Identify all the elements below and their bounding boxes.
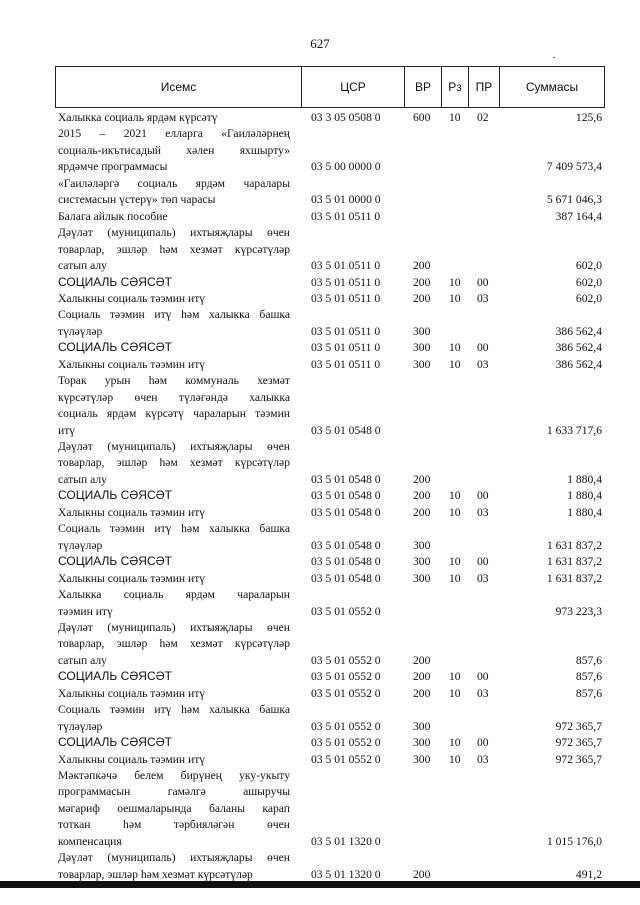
table-line <box>58 488 603 503</box>
table-line <box>58 258 603 273</box>
csr-cell: 03 5 01 0511 0 <box>311 357 381 371</box>
sum-cell: 387 164,4 <box>555 209 602 223</box>
header-pr: ПР <box>475 80 493 94</box>
name-cell: түләүләр <box>58 538 103 552</box>
header-name: Исемс <box>160 80 197 94</box>
sum-cell: 1 633 717,6 <box>546 423 602 437</box>
name-cell: ярдәмче программасы <box>58 160 168 174</box>
table-line <box>58 801 603 816</box>
csr-cell: 03 5 00 0000 0 <box>311 160 381 174</box>
name-cell: сатып алу <box>58 259 107 273</box>
vr-cell: 200 <box>413 653 431 667</box>
name-cell: СОЦИАЛЬ СӘЯСӘТ <box>58 554 172 569</box>
pr-cell: 03 <box>477 752 489 766</box>
table-line <box>58 307 603 322</box>
pr-cell: 02 <box>477 111 489 124</box>
name-cell: Торак урын һәм коммуналь хезмәт <box>58 374 290 388</box>
name-cell: Халыкка социаль ярдәм күрсәтү <box>58 111 218 124</box>
name-cell: Халыкны социаль тәэмин итү <box>58 571 206 585</box>
name-cell: 2015 – 2021 елларга «Гаиләләрнең <box>58 127 290 141</box>
table-line <box>58 242 603 257</box>
name-cell: СОЦИАЛЬ СӘЯСӘТ <box>58 274 172 289</box>
sum-cell: 602,0 <box>575 259 602 273</box>
csr-cell: 03 5 01 0548 0 <box>311 538 381 552</box>
sum-cell: 386 562,4 <box>555 341 602 355</box>
name-cell: Халыкны социаль тәэмин итү <box>58 505 206 519</box>
scan-speck <box>553 57 555 58</box>
pr-cell: 00 <box>477 670 489 684</box>
name-cell: товарлар, эшләр һәм хезмәт күрсәтүләр <box>58 242 290 256</box>
vr-cell: 200 <box>413 259 431 273</box>
table-line <box>58 620 603 635</box>
csr-cell: 03 5 01 1320 0 <box>311 834 381 848</box>
name-cell: СОЦИАЛЬ СӘЯСӘТ <box>58 488 172 503</box>
table-line <box>58 390 603 405</box>
table-line <box>58 604 603 619</box>
sum-cell: 7 409 573,4 <box>546 160 602 174</box>
table-line <box>58 340 603 355</box>
rz-cell: 10 <box>449 752 461 766</box>
table-line <box>58 752 603 767</box>
name-cell: күрсәтүләр өчен түләгәндә халыкка <box>58 390 290 404</box>
name-cell: системасын үстерү» төп чарасы <box>58 193 216 207</box>
table-line <box>58 324 603 339</box>
name-cell: СОЦИАЛЬ СӘЯСӘТ <box>58 735 172 750</box>
table-line <box>58 669 603 684</box>
vr-cell: 200 <box>413 489 431 503</box>
rz-cell: 10 <box>449 489 461 503</box>
table-line <box>58 571 603 586</box>
pr-cell: 03 <box>477 291 489 305</box>
name-cell: Дәүләт (муниципаль) ихтыяҗлары өчен <box>58 851 290 865</box>
table-line <box>58 505 603 520</box>
sum-cell: 1 631 837,2 <box>546 555 602 569</box>
name-cell: Дәүләт (муниципаль) ихтыяҗлары өчен <box>58 440 290 453</box>
table-line <box>58 275 603 290</box>
name-cell: «Гаиләләргә социаль ярдәм чаралары <box>58 176 290 190</box>
table-line <box>58 653 603 668</box>
sum-cell: 125,6 <box>575 111 602 124</box>
csr-cell: 03 5 01 0511 0 <box>311 259 381 273</box>
name-cell: түләүләр <box>58 719 103 733</box>
name-cell: мәгариф оешмаларында баланы карап <box>58 801 290 815</box>
pr-cell: 03 <box>477 686 489 700</box>
pr-cell: 03 <box>477 505 489 519</box>
name-cell: тоткан һәм тәрбияләгән өчен <box>58 818 290 832</box>
rz-cell: 10 <box>449 736 461 750</box>
csr-cell: 03 5 01 0552 0 <box>311 736 381 750</box>
header-sum: Суммасы <box>525 80 579 94</box>
name-cell: компенсация <box>58 834 122 848</box>
table-line <box>58 225 603 240</box>
name-cell: СОЦИАЛЬ СӘЯСӘТ <box>58 340 172 355</box>
sum-cell: 1 880,4 <box>567 472 602 486</box>
header-rz: Рз <box>448 80 462 94</box>
sum-cell: 602,0 <box>575 291 602 305</box>
scan-edge-bar <box>0 881 640 888</box>
pr-cell: 00 <box>477 489 489 503</box>
csr-cell: 03 5 01 0511 0 <box>311 209 381 223</box>
vr-cell: 300 <box>413 357 431 371</box>
name-cell: Халыкны социаль тәэмин итү <box>58 357 206 371</box>
csr-cell: 03 5 01 0552 0 <box>311 752 381 766</box>
name-cell: Халыкны социаль тәэмин итү <box>58 752 206 766</box>
vr-cell: 200 <box>413 275 431 289</box>
table-line <box>58 834 603 849</box>
csr-cell: 03 5 01 0548 0 <box>311 505 381 519</box>
name-cell: социаль ярдәм күрсәтү чараларын тәэмин <box>58 407 290 421</box>
sum-cell: 1 015 176,0 <box>546 834 602 848</box>
table-line <box>58 817 603 832</box>
vr-cell: 300 <box>413 752 431 766</box>
pr-cell: 00 <box>477 555 489 569</box>
table-line <box>58 521 603 536</box>
sum-cell: 857,6 <box>575 686 602 700</box>
header-csr: ЦСР <box>340 80 366 94</box>
table-line <box>58 686 603 701</box>
name-cell: Социаль тәэмин итү һәм халыкка башка <box>58 308 290 322</box>
table-line <box>58 192 603 207</box>
rz-cell: 10 <box>449 341 461 355</box>
csr-cell: 03 5 01 0552 0 <box>311 670 381 684</box>
csr-cell: 03 5 01 0511 0 <box>311 341 381 355</box>
name-cell: программасын гамәлгә ашыручы <box>58 785 290 799</box>
vr-cell: 200 <box>413 291 431 305</box>
pr-cell: 03 <box>477 571 489 585</box>
sum-cell: 1 631 837,2 <box>546 538 602 552</box>
csr-cell: 03 5 01 0552 0 <box>311 719 381 733</box>
table-line <box>58 784 603 799</box>
vr-cell: 300 <box>413 555 431 569</box>
table-line <box>58 636 603 651</box>
name-cell: Социаль тәэмин итү һәм халыкка башка <box>58 703 290 717</box>
name-cell: товарлар, эшләр һәм хезмәт күрсәтүләр <box>58 867 253 881</box>
rz-cell: 10 <box>449 571 461 585</box>
csr-cell: 03 5 01 0000 0 <box>311 193 381 207</box>
name-cell: Дәүләт (муниципаль) ихтыяҗлары өчен <box>58 620 290 634</box>
table-line <box>58 472 603 487</box>
table-line <box>58 159 603 174</box>
name-cell: товарлар, эшләр һәм хезмәт күрсәтүләр <box>58 456 290 470</box>
csr-cell: 03 5 01 0548 0 <box>311 555 381 569</box>
sum-cell: 1 631 837,2 <box>546 571 602 585</box>
pr-cell: 00 <box>477 736 489 750</box>
name-cell: Дәүләт (муниципаль) ихтыяҗлары өчен <box>58 226 290 240</box>
name-cell: Халыкны социаль тәэмин итү <box>58 291 206 305</box>
table-line <box>58 126 603 141</box>
table-line <box>58 587 603 602</box>
csr-cell: 03 5 01 0548 0 <box>311 571 381 585</box>
csr-cell: 03 5 01 0511 0 <box>311 291 381 305</box>
rz-cell: 10 <box>449 670 461 684</box>
table-line <box>58 423 603 438</box>
table-line <box>58 406 603 421</box>
name-cell: Социаль тәэмин итү һәм халыкка башка <box>58 522 290 536</box>
table-line <box>58 357 603 372</box>
rz-cell: 10 <box>449 505 461 519</box>
name-cell: социаль-икътисадый хәлен яхшырту» <box>58 143 290 157</box>
csr-cell: 03 5 01 0552 0 <box>311 653 381 667</box>
sum-cell: 972 365,7 <box>555 719 602 733</box>
table-header <box>55 66 605 108</box>
csr-cell: 03 5 01 0548 0 <box>311 423 381 437</box>
csr-cell: 03 5 01 0548 0 <box>311 472 381 486</box>
vr-cell: 300 <box>413 341 431 355</box>
rz-cell: 10 <box>449 357 461 371</box>
table-line <box>58 176 603 191</box>
csr-cell: 03 5 01 0552 0 <box>311 604 381 618</box>
rz-cell: 10 <box>449 686 461 700</box>
pr-cell: 03 <box>477 357 489 371</box>
name-cell: сатып алу <box>58 653 107 667</box>
table-line <box>58 735 603 750</box>
rz-cell: 10 <box>449 555 461 569</box>
page-number: 627 <box>310 36 330 51</box>
rz-cell: 10 <box>449 291 461 305</box>
sum-cell: 972 365,7 <box>555 752 602 766</box>
table-line <box>58 538 603 553</box>
csr-cell: 03 5 01 0548 0 <box>311 489 381 503</box>
name-cell: Халыкны социаль тәэмин итү <box>58 686 206 700</box>
vr-cell: 300 <box>413 324 431 338</box>
table-line <box>58 455 603 470</box>
vr-cell: 600 <box>413 111 431 124</box>
rz-cell: 10 <box>449 275 461 289</box>
csr-cell: 03 3 05 0508 0 <box>311 111 381 124</box>
vr-cell: 300 <box>413 736 431 750</box>
csr-cell: 03 5 01 0552 0 <box>311 686 381 700</box>
table-line <box>58 291 603 306</box>
vr-cell: 200 <box>413 670 431 684</box>
name-cell: товарлар, эшләр һәм хезмәт күрсәтүләр <box>58 637 290 651</box>
name-cell: Мәктәпкәчә белем бирүнең уку-укыту <box>58 769 290 782</box>
table-line <box>58 702 603 717</box>
table-line <box>58 850 603 865</box>
sum-cell: 491,2 <box>575 867 602 881</box>
name-cell: итү <box>58 423 76 437</box>
sum-cell: 973 223,3 <box>555 604 602 618</box>
name-cell: СОЦИАЛЬ СӘЯСӘТ <box>58 669 172 684</box>
name-cell: Халыкка социаль ярдәм чараларын <box>58 588 290 602</box>
sum-cell: 1 880,4 <box>567 489 602 503</box>
sum-cell: 972 365,7 <box>555 736 602 750</box>
rz-cell: 10 <box>449 111 461 124</box>
csr-cell: 03 5 01 1320 0 <box>311 867 381 881</box>
vr-cell: 200 <box>413 867 431 881</box>
vr-cell: 200 <box>413 472 431 486</box>
table-line <box>58 439 603 454</box>
name-cell: түләүләр <box>58 324 103 338</box>
sum-cell: 5 671 046,3 <box>546 193 602 207</box>
table-line <box>58 554 603 569</box>
name-cell: тәэмин итү <box>58 604 113 618</box>
table-line <box>58 143 603 158</box>
name-cell: сатып алу <box>58 472 107 486</box>
sum-cell: 857,6 <box>575 670 602 684</box>
sum-cell: 857,6 <box>575 653 602 667</box>
vr-cell: 200 <box>413 505 431 519</box>
name-cell: Балага айлык пособие <box>58 209 168 223</box>
sum-cell: 1 880,4 <box>567 505 602 519</box>
header-vr: ВР <box>414 80 431 94</box>
table-line <box>58 768 603 783</box>
table-line <box>58 373 603 388</box>
table-line <box>58 209 603 224</box>
csr-cell: 03 5 01 0511 0 <box>311 324 381 338</box>
pr-cell: 00 <box>477 341 489 355</box>
csr-cell: 03 5 01 0511 0 <box>311 275 381 289</box>
pr-cell: 00 <box>477 275 489 289</box>
vr-cell: 300 <box>413 571 431 585</box>
table-line <box>58 110 603 125</box>
table-line <box>58 867 603 882</box>
vr-cell: 200 <box>413 686 431 700</box>
sum-cell: 386 562,4 <box>555 324 602 338</box>
sum-cell: 602,0 <box>575 275 602 289</box>
table-line <box>58 719 603 734</box>
sum-cell: 386 562,4 <box>555 357 602 371</box>
vr-cell: 300 <box>413 719 431 733</box>
vr-cell: 300 <box>413 538 431 552</box>
